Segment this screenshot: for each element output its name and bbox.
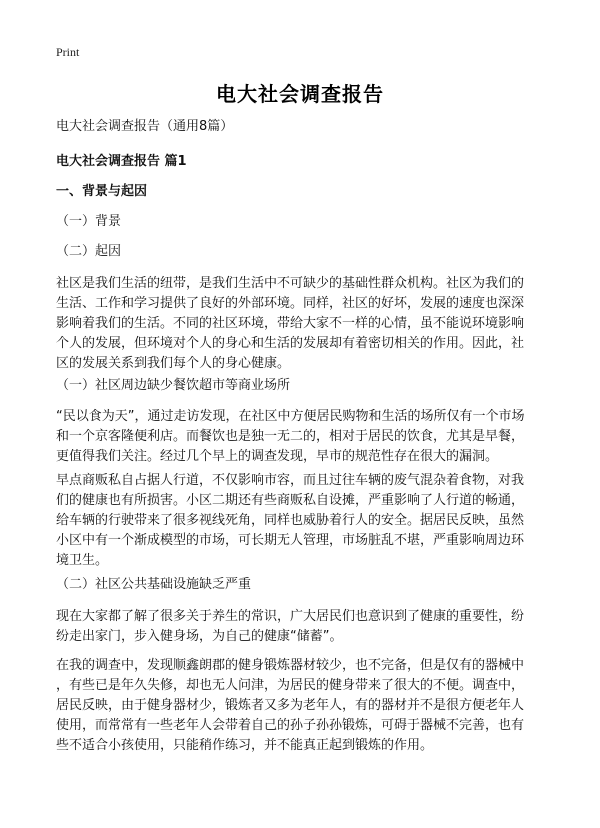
paragraph-line: 早点商贩私自占据人行道，不仅影响市容，而且过往车辆的废气混杂着食物，对我 xyxy=(56,473,525,488)
paragraph-street-vendors xyxy=(56,471,556,571)
paragraph-line: 社区是我们生活的纽带，是我们生活中不可缺少的基础性群众机构。社区为我们的 xyxy=(56,276,525,291)
subheading-infrastructure-shortage: （二）社区公共基础设施缺乏严重 xyxy=(56,577,252,592)
paragraph-line: 使用，而常常有一些老年人会带着自己的孙子孙孙锻炼，可碍于器械不完善，也有 xyxy=(56,718,525,733)
paragraph-line: 现在大家都了解了很多关于养生的常识，广大居民们也意识到了健康的重要性，纷 xyxy=(56,609,525,624)
paragraph-line: 更值得我们关注。经过几个早上的调查发现，早市的规范性存在很大的漏洞。 xyxy=(56,449,499,464)
item-cause: （二）起因 xyxy=(56,244,122,259)
paragraph-line: 生活、工作和学习提供了良好的外部环境。同样，社区的好坏，发展的速度也深深 xyxy=(56,296,525,311)
paragraph-community-intro xyxy=(56,274,556,374)
subheading-commerce-shortage: （一）社区周边缺少餐饮超市等商业场所 xyxy=(56,378,291,393)
paragraph-line: 境卫生。 xyxy=(56,553,109,568)
page-title: 电大社会调查报告 xyxy=(216,82,384,106)
item-background: （一）背景 xyxy=(56,214,122,229)
paragraph-line: 纷走出家门，步入健身场，为自己的健康“储蓄”。 xyxy=(56,629,343,644)
paragraph-food-survey xyxy=(56,407,556,467)
paragraph-line: 给车辆的行驶带来了很多视线死角，同样也威胁着行人的安全。据居民反映，虽然 xyxy=(56,513,525,528)
paragraph-line: 影响着我们的生活。不同的社区环境，带给大家不一样的心情，虽不能说环境影响 xyxy=(56,316,525,331)
print-label: Print xyxy=(56,45,80,59)
paragraph-line: 居民反映，由于健身器材少，锻炼者又多为老年人，有的器材并不是很方便老年人 xyxy=(56,698,525,713)
paragraph-line: 在我的调查中，发现顺鑫朗郡的健身锻炼器材较少，也不完备，但是仅有的器械中 xyxy=(56,658,525,673)
paragraph-line: 些不适合小孩使用，只能稍作练习，并不能真正起到锻炼的作用。 xyxy=(56,738,434,753)
paragraph-line: ，有些已是年久失修，却也无人问津，为居民的健身带来了很大的不便。调查中， xyxy=(56,678,525,693)
paragraph-line: “民以食为天”，通过走访发现，在社区中方便居民购物和生活的场所仅有一个市场 xyxy=(56,409,525,424)
paragraph-line: 小区中有一个渐成模型的市场，可长期无人管理，市场脏乱不堪，严重影响周边环 xyxy=(56,533,525,548)
section-title: 电大社会调查报告 篇1 xyxy=(56,154,187,169)
paragraph-line: 们的健康也有所损害。小区二期还有些商贩私自设摊，严重影响了人行道的畅通， xyxy=(56,493,525,508)
paragraph-health-awareness xyxy=(56,607,556,647)
paragraph-line: 区的发展关系到我们每个人的身心健康。 xyxy=(56,356,291,371)
paragraph-fitness-equipment xyxy=(56,656,556,756)
paragraph-line: 个人的发展，但环境对个人的身心和生活的发展却有着密切相关的作用。因此，社 xyxy=(56,336,525,351)
heading-background-and-cause: 一、背景与起因 xyxy=(56,184,148,199)
document-subtitle: 电大社会调查报告（通用8篇） xyxy=(56,119,234,134)
paragraph-line: 和一个京客隆便利店。而餐饮也是独一无二的，相对于居民的饮食，尤其是早餐， xyxy=(56,429,525,444)
